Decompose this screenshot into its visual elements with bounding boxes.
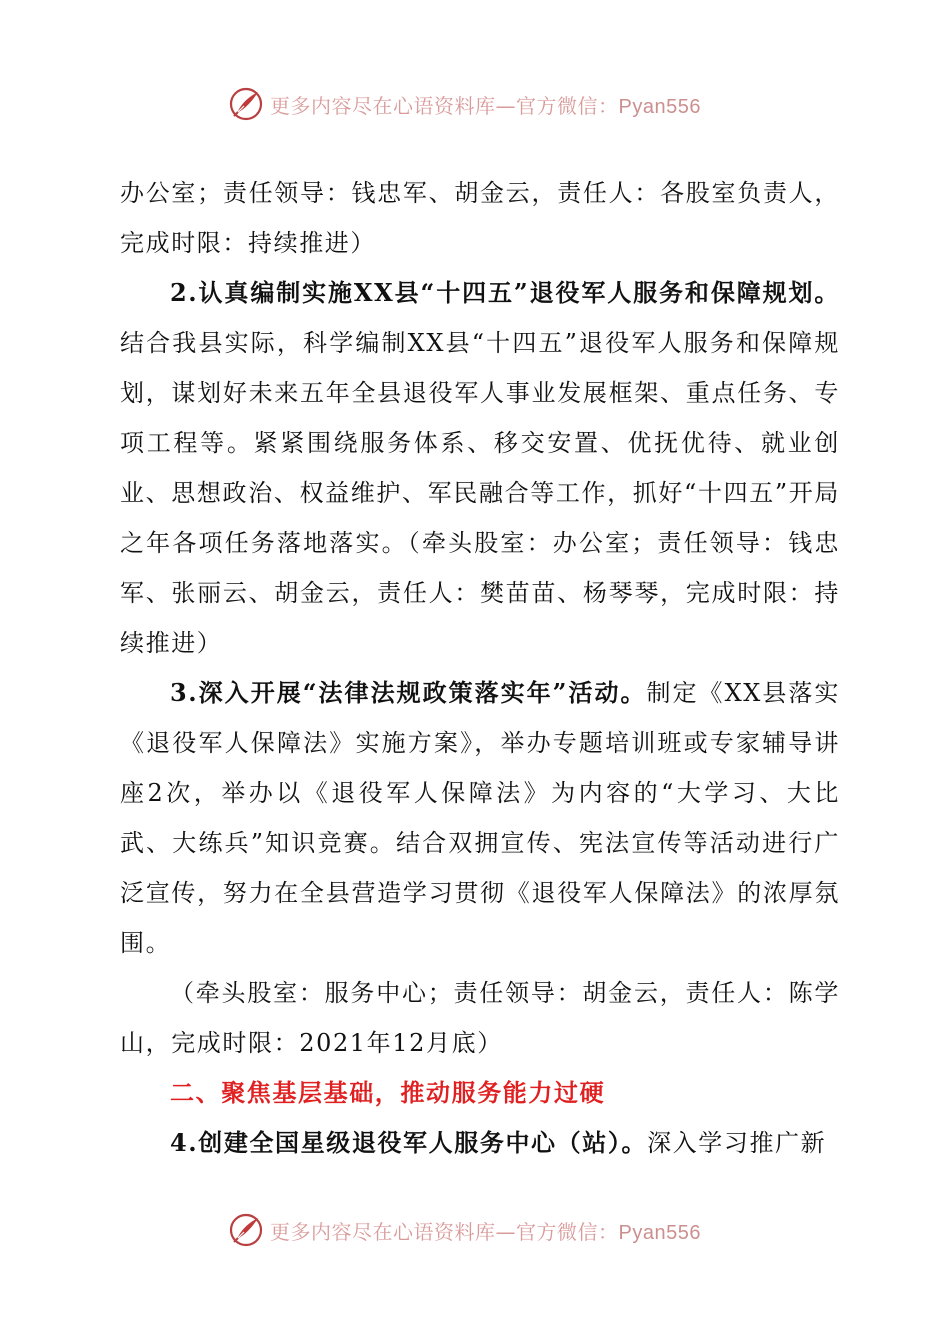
- paragraph-item-3: [120, 668, 840, 968]
- item-4-body: 深入学习推广新: [647, 1129, 827, 1157]
- watermark-text: 更多内容尽在心语资料库—官方微信：Pyan556: [270, 1219, 701, 1244]
- paragraph-item-2: [120, 268, 840, 668]
- document-body: [120, 168, 840, 1168]
- item-4-title: 4.创建全国星级退役军人服务中心（站）。: [170, 1128, 648, 1157]
- footer-watermark: [228, 1210, 701, 1250]
- item-3-title: 3.深入开展“法律法规政策落实年”活动。: [170, 678, 647, 707]
- paragraph-item-3-responsibility: （牵头股室：服务中心；责任领导：胡金云，责任人：陈学山，完成时限：2021年12月底）: [120, 979, 840, 1057]
- item-2-body: 结合我县实际，科学编制XX县“十四五”退役军人服务和保障规划，谋划好未来五年全县退役军人事业发展框架、重点任务、专项工程等。紧紧围绕服务体系、移交安置、优抚优待、就业创业、思想政治、权益维护、军民融合等工作，抓好“十四五”开局之年各项任务落地落实。（牵头股室：办公室；责任领导：钱忠军、张丽云、胡金云，责任人：樊苗苗、杨琴琴，完成时限：持续推进）: [120, 329, 840, 657]
- quill-pen-logo-icon: [228, 86, 264, 122]
- item-2-title: 2.认真编制实施XX县“十四五”退役军人服务和保障规划。: [170, 278, 840, 307]
- header-watermark: [228, 84, 701, 124]
- paragraph-continuation: 办公室；责任领导：钱忠军、胡金云，责任人：各股室负责人，完成时限：持续推进）: [120, 179, 840, 257]
- paragraph-item-4: [120, 1118, 840, 1168]
- item-3-body: 制定《XX县落实《退役军人保障法》实施方案》，举办专题培训班或专家辅导讲座2次，举办以《退役军人保障法》为内容的“大学习、大比武、大练兵”知识竞赛。结合双拥宣传、宪法宣传等活动进行广泛宣传，努力在全县营造学习贯彻《退役军人保障法》的浓厚氛围。: [120, 679, 840, 957]
- watermark-text: 更多内容尽在心语资料库—官方微信：Pyan556: [270, 93, 701, 118]
- section-2-heading: 二、聚焦基层基础，推动服务能力过硬: [170, 1079, 606, 1107]
- quill-pen-logo-icon: [228, 1212, 264, 1248]
